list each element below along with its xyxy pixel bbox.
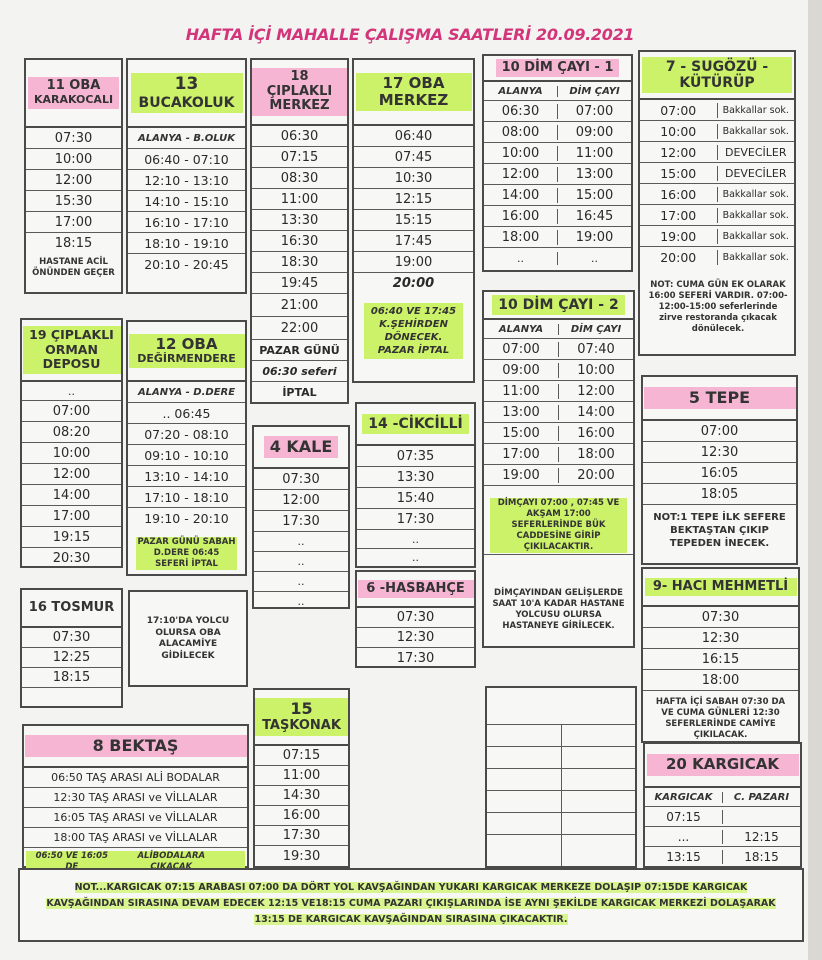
depart-time: 07:00 xyxy=(640,103,718,118)
time-row: 13:10 - 14:10 xyxy=(128,466,245,487)
depart-time: 15:00 xyxy=(640,166,718,181)
time-row: 13:30 xyxy=(252,210,347,231)
time-row: 07:15 xyxy=(252,147,347,168)
return-time: 11:00 xyxy=(575,145,614,161)
depart-time: 13:15 xyxy=(645,850,723,864)
depart-time: 10:00 xyxy=(484,146,558,161)
time-row xyxy=(645,847,800,867)
divider xyxy=(484,554,633,555)
time-row xyxy=(640,121,794,142)
route-title-line2: MERKEZ xyxy=(269,98,330,114)
route-15-taskonak xyxy=(253,688,350,868)
time-row: 12:25 xyxy=(22,648,121,668)
time-row: 16:30 xyxy=(252,231,347,252)
time-row xyxy=(484,227,631,248)
return-time: 19:00 xyxy=(575,229,614,245)
time-row xyxy=(645,807,800,827)
route-note: NOT:1 TEPE İLK SEFERE BEKTAŞTAN ÇIKIP TEPEDEN İNECEK. xyxy=(653,512,786,549)
depart-time: 08:00 xyxy=(484,125,558,140)
depart-time: 17:00 xyxy=(640,208,718,223)
time-row: 12:00 xyxy=(254,490,348,511)
time-row: .. xyxy=(22,382,121,401)
depart-time: 07:15 xyxy=(645,810,723,824)
time-row: 14:10 - 15:10 xyxy=(128,191,245,212)
time-row: 18:00 xyxy=(643,670,798,691)
depart-time: 14:00 xyxy=(484,188,558,203)
time-row xyxy=(640,142,794,163)
time-row: 19:00 xyxy=(354,252,473,273)
route-title: 4 KALE xyxy=(264,436,339,458)
route-header xyxy=(128,60,245,128)
route-header xyxy=(254,427,348,469)
route-19-ciplakli-orman-deposu xyxy=(20,318,123,568)
depart-time: ... xyxy=(645,830,723,844)
route-header xyxy=(354,60,473,126)
depart-time: 12:00 xyxy=(484,167,558,182)
route-13-bucakoluk xyxy=(126,58,247,294)
stop-name: Bakkallar sok. xyxy=(722,230,789,242)
time-row: 16:00 xyxy=(255,806,348,826)
route-title-line1: 15 xyxy=(290,699,313,719)
depart-time: 09:00 xyxy=(484,363,559,378)
route-9-haci-mehmetli xyxy=(641,567,800,743)
route-title-line2: TAŞKONAK xyxy=(262,718,341,733)
time-row: 18:10 - 19:10 xyxy=(128,233,245,254)
time-row: 19:10 - 20:10 xyxy=(144,511,229,526)
route-6-hasbahce xyxy=(355,570,476,668)
time-row: 17:30 xyxy=(254,511,348,532)
time-row: 12:30 TAŞ ARASI ve VİLLALAR xyxy=(24,788,247,808)
route-title-line1: 17 OBA xyxy=(382,73,445,92)
route-title-line2: DEĞİRMENDERE xyxy=(137,352,236,366)
time-row: 18:30 xyxy=(252,252,347,273)
column-headers xyxy=(484,320,633,339)
time-row: 06:40 - 07:10 xyxy=(128,149,245,170)
time-row: .. xyxy=(297,594,305,608)
route-title-line2: KÜTÜRÜP xyxy=(679,75,755,91)
return-time: 18:15 xyxy=(744,850,779,864)
time-row: 09:10 - 10:10 xyxy=(128,445,245,466)
time-row: 07:35 xyxy=(357,446,474,467)
route-header xyxy=(640,52,794,100)
return-time: 07:00 xyxy=(575,103,614,119)
stop-name: DEVECİLER xyxy=(724,145,787,159)
return-time: 10:00 xyxy=(577,362,615,378)
time-row xyxy=(484,101,631,122)
route-title-line3: DEPOSU xyxy=(42,356,101,372)
route-title: 8 BEKTAŞ xyxy=(25,735,247,757)
time-row xyxy=(640,100,794,121)
time-row: 08:20 xyxy=(22,422,121,443)
depart-time: 16:00 xyxy=(484,209,558,224)
route-header xyxy=(357,572,474,608)
return-time: 14:00 xyxy=(577,404,615,420)
route-header xyxy=(252,60,347,126)
time-row: 07:00 xyxy=(643,421,796,442)
empty-table xyxy=(485,686,637,868)
route-note: HASTANE ACİL ÖNÜNDEN GEÇER xyxy=(32,257,115,279)
stop-name: Bakkallar sok. xyxy=(722,252,789,263)
route-7-sugozu-kuturup xyxy=(638,50,796,356)
time-row: 12:10 - 13:10 xyxy=(128,170,245,191)
time-row: 14:00 xyxy=(22,485,121,506)
route-header xyxy=(645,744,800,788)
stop-name: DEVECİLER xyxy=(724,166,787,180)
depart-time: 19:00 xyxy=(640,229,718,244)
route-note: DİMÇAYI 07:00 , 07:45 VE AKŞAM 17:00 SEFERLERİNDE BÜK CADDESİNE GİRİP ÇIKILACAKTIR. xyxy=(490,498,627,553)
return-time: 18:00 xyxy=(577,446,615,462)
time-row: 15:30 xyxy=(26,191,121,212)
route-note: HAFTA İÇİ SABAH 07:30 DA VE CUMA GÜNLERİ 12:30 SEFERLERİNDE CAMİYE ÇIKILACAK. xyxy=(655,697,786,741)
time-row: 22:00 xyxy=(252,317,347,340)
time-row xyxy=(484,465,633,486)
route-subheader: ALANYA - D.DERE xyxy=(128,382,245,403)
return-time: 12:15 xyxy=(744,829,779,844)
time-row: 10:00 xyxy=(26,149,121,170)
time-row: 15:40 xyxy=(357,488,474,509)
grid-line xyxy=(561,724,562,866)
return-time: 07:40 xyxy=(577,341,615,357)
time-row: 12:00 xyxy=(26,170,121,191)
time-row xyxy=(484,206,631,227)
time-row: 12:30 xyxy=(357,628,474,648)
time-row: 06:30 xyxy=(252,126,347,147)
time-row xyxy=(484,143,631,164)
route-title-line2: KARAKOCALI xyxy=(33,93,114,107)
column-headers xyxy=(484,82,631,101)
time-row: .. xyxy=(357,530,474,549)
time-row xyxy=(484,402,633,423)
time-row: 19:15 xyxy=(22,527,121,548)
time-row: 17:30 xyxy=(357,509,474,530)
route-16-tosmur xyxy=(20,588,123,708)
time-row xyxy=(640,163,794,184)
return-time: 16:45 xyxy=(575,208,614,224)
route-title: 10 DİM ÇAYI - 1 xyxy=(496,59,620,78)
stop-name: Bakkallar sok. xyxy=(722,209,789,221)
time-row: 20:10 - 20:45 xyxy=(144,257,229,272)
time-row xyxy=(484,339,633,360)
depart-time: 11:00 xyxy=(484,384,559,399)
col-dim-cayi: DİM ÇAYI xyxy=(569,85,620,97)
route-note: 06:40 VE 17:45 K.ŞEHİRDEN DÖNECEK. PAZAR İPTAL xyxy=(364,303,463,359)
time-row: .. xyxy=(412,551,419,564)
return-time: 13:00 xyxy=(575,166,614,182)
route-header xyxy=(24,726,247,768)
route-title-line1: 18 ÇIPLAKLI xyxy=(266,68,333,99)
time-row: 19:30 xyxy=(282,848,321,864)
time-row: 17:10 - 18:10 xyxy=(128,487,245,508)
route-title: 6 -HASBAHÇE xyxy=(358,580,474,599)
route-18-ciplakli-merkez xyxy=(250,58,349,404)
route-header xyxy=(22,590,121,628)
route-10-dim-cayi-2 xyxy=(482,290,635,648)
time-row: 07:30 xyxy=(22,628,121,648)
sunday-note: PAZAR GÜNÜ xyxy=(252,340,347,361)
time-row xyxy=(640,205,794,226)
route-header xyxy=(22,320,121,382)
route-title-line1: 19 ÇIPLAKLI xyxy=(29,327,114,343)
route-title-line1: 12 OBA xyxy=(155,335,218,354)
depart-time: .. xyxy=(484,252,558,265)
route-title-line1: 7 - SUGÖZÜ - xyxy=(665,58,769,75)
route-17-oba-merkez xyxy=(352,58,475,383)
time-row: 20:00 xyxy=(392,276,435,291)
time-row xyxy=(640,226,794,247)
time-row: 16:05 xyxy=(643,463,796,484)
route-title: 14 -CİKCİLLİ xyxy=(362,414,468,434)
time-row: 18:00 TAŞ ARASI ve VİLLALAR xyxy=(24,828,247,848)
note-part: 06:50 VE 16:05 xyxy=(35,851,108,861)
route-title-line1: 13 xyxy=(174,74,199,95)
route-title-line1: 11 OBA xyxy=(46,78,101,94)
route-header xyxy=(484,292,633,320)
route-title-line2: ORMAN xyxy=(45,341,98,357)
time-row xyxy=(645,827,800,847)
return-time: 15:00 xyxy=(575,187,614,203)
route-header xyxy=(128,322,245,382)
stop-name: Bakkallar sok. xyxy=(722,104,789,116)
route-note: DİMÇAYINDAN GELİŞLERDE SAAT 10'A KADAR HASTANE YOLCUSU OLURSA HASTANEYE GİRİLECEK. xyxy=(492,588,625,632)
route-subheader: ALANYA - B.OLUK xyxy=(128,128,245,149)
time-row xyxy=(640,247,794,268)
route-title: 16 TOSMUR xyxy=(28,599,115,615)
time-row: 17:30 xyxy=(255,826,348,846)
route-title: 9- HACI MEHMETLİ xyxy=(645,578,797,597)
route-header xyxy=(643,377,796,421)
time-row xyxy=(640,184,794,205)
time-row: 12:15 xyxy=(354,189,473,210)
sunday-note: 06:30 seferi xyxy=(252,361,347,382)
time-row: 18:15 xyxy=(54,236,93,251)
route-title: 5 TEPE xyxy=(644,387,796,409)
time-row: 07:30 xyxy=(26,128,121,149)
depart-time: 12:00 xyxy=(640,145,718,160)
return-time: 20:00 xyxy=(577,467,615,483)
time-row: 17:45 xyxy=(354,231,473,252)
time-row xyxy=(484,381,633,402)
depart-time: 19:00 xyxy=(484,468,559,483)
route-12-oba-degirmendere xyxy=(126,320,247,576)
depart-time: 16:00 xyxy=(640,187,718,202)
route-title-line2: MERKEZ xyxy=(378,91,449,109)
col-c-pazari: C. PAZARI xyxy=(733,791,790,803)
oba-note-box xyxy=(128,590,248,687)
time-row: 17:30 xyxy=(396,650,435,666)
col-dim-cayi: DİM ÇAYI xyxy=(570,323,622,335)
time-row: 12:30 xyxy=(643,442,796,463)
time-row: .. xyxy=(254,572,348,592)
depart-time: 17:00 xyxy=(484,447,559,462)
depart-time: 18:00 xyxy=(484,230,558,245)
time-row: 07:20 - 08:10 xyxy=(128,424,245,445)
time-row xyxy=(484,122,631,143)
route-title: 20 KARGICAK xyxy=(647,754,799,775)
footer-note-box xyxy=(18,868,804,942)
time-row: 11:00 xyxy=(252,189,347,210)
col-alanya: ALANYA xyxy=(484,86,558,97)
time-row: 18:15 xyxy=(22,668,121,688)
time-row: 08:30 xyxy=(252,168,347,189)
route-header xyxy=(484,56,631,82)
time-row: 10:30 xyxy=(354,168,473,189)
time-row: 07:30 xyxy=(643,607,798,628)
time-row xyxy=(484,423,633,444)
return-time: 16:00 xyxy=(577,425,615,441)
time-row: 07:30 xyxy=(254,469,348,490)
route-14-cikcilli xyxy=(355,402,476,568)
time-row: 06:50 TAŞ ARASI ALİ BODALAR xyxy=(24,768,247,788)
depart-time: 20:00 xyxy=(640,250,718,265)
time-row: 10:00 xyxy=(22,443,121,464)
time-row: 07:30 xyxy=(357,608,474,628)
route-header xyxy=(26,60,121,128)
time-row: 17:00 xyxy=(26,212,121,233)
time-row: 06:40 xyxy=(354,126,473,147)
time-row: .. xyxy=(254,532,348,552)
depart-time: 07:00 xyxy=(484,342,559,357)
route-10-dim-cayi-1 xyxy=(482,54,633,272)
route-11-oba xyxy=(24,58,123,294)
time-row: 18:05 xyxy=(643,484,796,505)
route-note: NOT: CUMA GÜN EK OLARAK 16:00 SEFERİ VARDIR. 07:00-12:00-15:00 seferlerinde zirve restoranda çıkacak dönülecek. xyxy=(648,280,788,335)
time-row: 20:30 xyxy=(52,551,91,566)
time-row: 11:00 xyxy=(255,766,348,786)
route-20-kargicak xyxy=(643,742,802,868)
time-row xyxy=(484,444,633,465)
footer-note-text: NOT...KARGICAK 07:15 ARABASI 07:00 DA DÖRT YOL KAVŞAĞINDAN YUKARI KARGICAK MERKEZE DOLAŞIP 07:15DE KARGICAK KAVŞAĞINDAN SIRASINA DEVAM EDECEK 12:15 VE18:15 CUMA PAZARI ÇIKIŞLARINDA İSE AYNI ŞEKİLDE KARGICAK MERKEZİ DOLAŞARAK 13:15 DE KARGICAK KAVŞAĞINDAN SIRASINA ÇIKACAKTIR. xyxy=(46,882,776,926)
time-row: 14:30 xyxy=(255,786,348,806)
time-row: 19:45 xyxy=(252,273,347,294)
col-kargicak: KARGICAK xyxy=(645,792,723,803)
time-row xyxy=(484,248,631,268)
route-note: PAZAR GÜNÜ SABAH D.DERE 06:45 SEFERİ İPTAL xyxy=(137,537,236,570)
time-row xyxy=(484,185,631,206)
time-row: .. 06:45 xyxy=(128,403,245,424)
route-header xyxy=(643,569,798,607)
time-row: 07:00 xyxy=(22,401,121,422)
sunday-note: İPTAL xyxy=(282,386,317,399)
col-alanya: ALANYA xyxy=(484,324,559,335)
time-row: 12:00 xyxy=(22,464,121,485)
time-row: 16:05 TAŞ ARASI ve VİLLALAR xyxy=(24,808,247,828)
column-headers xyxy=(645,788,800,807)
time-row: .. xyxy=(254,552,348,572)
stop-name: Bakkallar sok. xyxy=(722,188,789,200)
time-row: 17:00 xyxy=(22,506,121,527)
return-time: 12:00 xyxy=(577,383,615,399)
depart-time: 13:00 xyxy=(484,405,559,420)
depart-time: 10:00 xyxy=(640,124,718,139)
time-row: 13:30 xyxy=(357,467,474,488)
note-part: ALİBODALARA xyxy=(137,851,206,861)
time-row: 16:15 xyxy=(643,649,798,670)
route-4-kale xyxy=(252,425,350,609)
route-title: 10 DİM ÇAYI - 2 xyxy=(492,295,624,315)
time-row: 15:15 xyxy=(354,210,473,231)
time-row: 12:30 xyxy=(643,628,798,649)
route-5-tepe xyxy=(641,375,798,565)
footer-note xyxy=(34,880,788,928)
route-title-line2: BUCAKOLUK xyxy=(138,94,235,111)
return-time: 09:00 xyxy=(575,124,614,140)
stop-name: Bakkallar sok. xyxy=(722,125,789,137)
time-row: 07:15 xyxy=(255,746,348,766)
time-row xyxy=(484,360,633,381)
return-time: .. xyxy=(591,251,598,265)
depart-time: 06:30 xyxy=(484,104,558,119)
time-row: 07:45 xyxy=(354,147,473,168)
depart-time: 15:00 xyxy=(484,426,559,441)
time-row xyxy=(484,164,631,185)
page-title: HAFTA İÇİ MAHALLE ÇALIŞMA SAATLERİ 20.09.2021 xyxy=(185,25,635,44)
time-row: 21:00 xyxy=(252,294,347,317)
route-header xyxy=(255,690,348,746)
route-note: 17:10'DA YOLCU OLURSA OBA ALACAMİYE GİDİLECEK xyxy=(146,616,230,662)
time-row: 16:10 - 17:10 xyxy=(128,212,245,233)
route-header xyxy=(357,404,474,446)
route-8-bektas xyxy=(22,724,249,868)
